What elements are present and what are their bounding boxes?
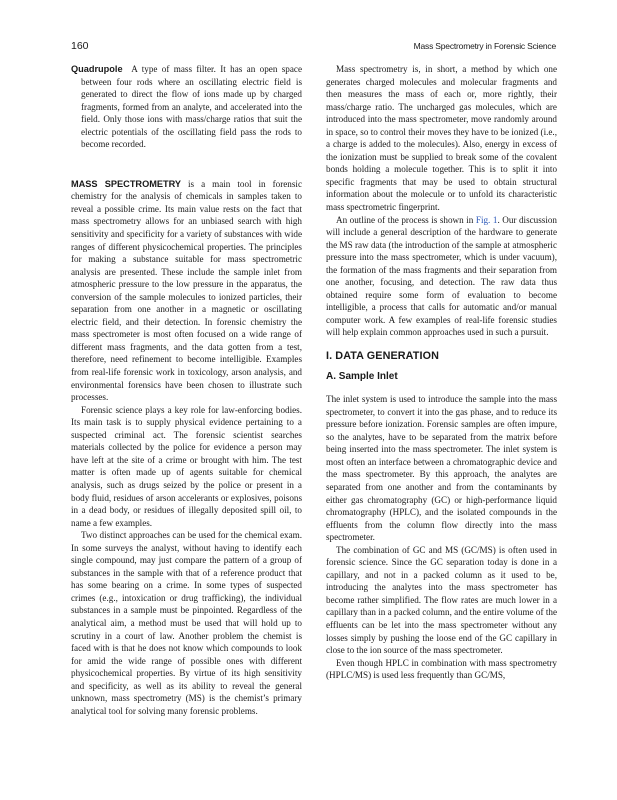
paragraph: Two distinct approaches can be used for the chemical exam. In some surveys the analyst, without having to identify each single compound, may just compare the pattern of a group of substances in the sample with that of a reference product that has some bearing on a crime. In some types of suspected crimes (e.g., intoxication or drug trafficking), the individual substances in a sample must be pinpointed. Regardless of the analytical aim, a method must be used that will hold up to scrutiny in a court of law. Another problem the chemist is faced with is that he does not know which compounds to look for amid the wide range of possible ones with different physicochemical properties. By virtue of its high sensitivity and specificity, as well as its ability to reveal the general unknown, mass spectrometry (MS) is the chemist’s primary analytical tool for solving many forensic problems. xyxy=(71,530,302,716)
paragraph: Even though HPLC in combination with mass spectrometry (HPLC/MS) is used less frequently than GC/MS, xyxy=(326,657,557,681)
intro-text: is a main tool in forensic chemistry for the analysis of chemicals in samples taken to reveal a possible crime. Its main value rests on the fact that mass spectrometry allows for an unbiased search with high sensitivity and specificity for a variety of substances with wide ranges of different physicochemical properties. The principles for making a substance suitable for mass spectrometric analysis are presented. These include the sample inlet from atmospheric pressure to the low pressure in the apparatus, the conversion of the sample molecules to ionized particles, their separation from one another in a magnetic or oscillating electric field, and their detection. In forensic chemistry the mass spectrometer is most often focused on a wide range of different mass fragments, and the data gotten from a test, therefore, need refinement to become intelligible. Examples from real-life forensic work in toxicology, arson analysis, and environmental forensics have been chosen to illustrate such processes. xyxy=(71,178,302,403)
paragraph: Mass spectrometry is, in short, a method by which one generates charged molecules and molecular fragments and then measures the mass of each or, more rightly, their mass/charge ratio. The uncharged gas molecules, which are introduced into the mass spectrometer, move randomly around in space, so to control their moves they have to be ionized (i.e., a charge is added to the molecules). Also, energy in excess of the ionization must be supplied to break some of the covalent bonds holding a molecule together. This is to split it into specific fragments that may be used to obtain structural information about the molecule or to unfold its characteristic mass spectrometric fingerprint. xyxy=(326,64,557,213)
text-span: . Our discussion will include a general description of the hardware to generate the MS raw data (the introduction of the sample at atmospheric pressure into the mass spectrometer, which is under vacuum), the formation of the mass fragments and their separation from one another, focusing, and detection. The raw data thus obtained require some form of evaluation to become intelligible, a process that calls for automatic and/or manual computer work. A few examples of real-life forensic studies will help explain common approaches used in such a pursuit. xyxy=(326,214,557,338)
subsection-heading: A. Sample Inlet xyxy=(326,370,398,382)
page-number: 160 xyxy=(71,40,89,52)
paragraph: The inlet system is used to introduce the sample into the mass spectrometer, to convert it into the gas phase, and to reduce its pressure before ionization. Forensic samples are often impure, so the analytes, have to be separated from the matrix before being inserted into the mass spectrometer. The inlet system is most often an interface between a chromatographic device and the mass spectrometer. By this approach, the analytes are separated from one another and from the contaminants by either gas chromatography (GC) or high-performance liquid chromatography (HPLC), and the isolated compounds in the effluents from the column flow directly into the mass spectrometer. xyxy=(326,394,557,543)
text-span: An outline of the process is shown in xyxy=(336,214,474,225)
right-column xyxy=(326,63,557,682)
paragraph: The combination of GC and MS (GC/MS) is often used in forensic science. Since the GC separation today is done in a capillary, and not in a packed column as it used to be, introducing the analytes into the mass spectrometer has become rather simplified. The flow rates are much lower in a capillary than in a packed column, and the entire volume of the effluents can be let into the mass spectrometer without any losses simply by pushing the loose end of the GC capillary in close to the ion source of the mass spectrometer. xyxy=(326,544,557,656)
section-heading: I. DATA GENERATION xyxy=(326,350,439,363)
glossary-definition: A type of mass filter. It has an open space between four rods where an oscillating electric field is generated to direct the flow of ions made up by charged fragments, formed from an analyte, and accelerated into the field. Only those ions with mass/charge ratios that suit the electric potentials of the oscillating field pass the rods to become recorded. xyxy=(81,64,302,150)
left-column xyxy=(71,63,302,717)
entry-lead-term: MASS SPECTROMETRY xyxy=(71,178,182,189)
intro-paragraph xyxy=(71,178,302,404)
glossary-term: Quadrupole xyxy=(71,64,123,74)
figure-link[interactable]: Fig. 1 xyxy=(475,214,498,225)
page-header xyxy=(71,40,556,54)
glossary-entry xyxy=(71,63,302,151)
paragraph xyxy=(326,214,557,339)
running-title: Mass Spectrometry in Forensic Science xyxy=(413,41,556,51)
spacer xyxy=(71,151,302,178)
paragraph: Forensic science plays a key role for law-enforcing bodies. Its main task is to supply physical evidence pertaining to a suspected criminal act. The forensic scientist searches materials collected by the police for evidence a person may have left at the site of a crime or brought with him. The test matter is often made up of agents suitable for chemical analysis, such as drugs seized by the police or present in a body fluid, residues of arson accelerants or explosives, poisons in a dead body, or residues of illegally deposited spill oil, to name a few examples. xyxy=(71,404,302,528)
